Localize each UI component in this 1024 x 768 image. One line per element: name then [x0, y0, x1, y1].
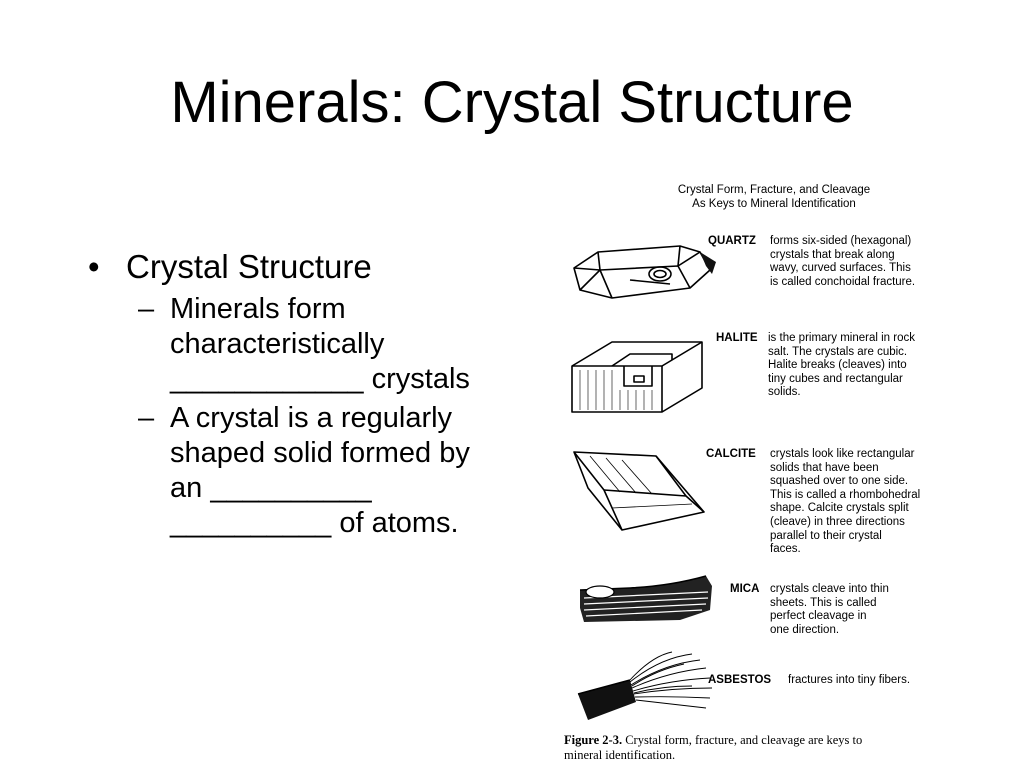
mineral-description: fractures into tiny fibers.	[788, 674, 911, 686]
figure-label: Figure 2-3.	[564, 733, 623, 747]
calcite-crystal-drawing	[560, 446, 720, 536]
halite-crystal-drawing	[560, 336, 720, 416]
mineral-name: MICA	[730, 583, 760, 595]
figure-caption	[564, 733, 970, 763]
bullet-text: Crystal Structure	[126, 248, 372, 285]
bullet-item	[88, 246, 538, 288]
mineral-entry	[706, 448, 970, 558]
slide-title: Minerals: Crystal Structure	[170, 70, 854, 135]
bullet-list	[88, 246, 538, 541]
dash-symbol: –	[138, 293, 155, 325]
mineral-name: ASBESTOS	[708, 674, 772, 686]
figure-heading: Crystal Form, Fracture, and Cleavage As Keys to Mineral Identification	[677, 184, 871, 210]
sub-bullet-item	[138, 292, 538, 397]
mineral-description: crystals look like rectangular solids that have been squashed over to one side. This is called a rhombohedral shape. Calcite crystals split (cleave) in three directions parallel to their crystal faces.	[770, 448, 921, 556]
sub-bullet-text: Minerals form characteristically ____________ crystals	[170, 293, 470, 395]
bullet-symbol: •	[88, 248, 100, 285]
mineral-entry	[730, 583, 970, 639]
mineral-entry	[708, 235, 970, 295]
sub-bullet-text: A crystal is a regularly shaped solid formed by an __________ __________ of atoms.	[170, 402, 470, 539]
dash-symbol: –	[138, 402, 155, 434]
mineral-figure	[560, 178, 970, 768]
mineral-description: is the primary mineral in rock salt. The crystals are cubic. Halite breaks (cleaves) into tiny cubes and rectangular solids.	[768, 332, 915, 399]
mineral-name: CALCITE	[706, 448, 756, 460]
mineral-entry	[716, 332, 970, 402]
mineral-name: HALITE	[716, 332, 758, 344]
figure-caption-text: Crystal form, fracture, and cleavage are keys to mineral identification.	[564, 733, 863, 762]
mineral-entry	[708, 674, 970, 690]
asbestos-crystal-drawing	[560, 650, 720, 726]
mineral-description: forms six-sided (hexagonal) crystals that break along wavy, curved surfaces. This is called conchoidal fracture.	[770, 235, 916, 288]
mineral-name: QUARTZ	[708, 235, 756, 247]
sub-bullet-item	[138, 401, 538, 541]
mineral-description: crystals cleave into thin sheets. This is called perfect cleavage in one direction.	[770, 583, 889, 636]
sub-bullet-list	[138, 292, 538, 541]
quartz-crystal-drawing	[560, 240, 720, 302]
mica-crystal-drawing	[560, 572, 720, 628]
